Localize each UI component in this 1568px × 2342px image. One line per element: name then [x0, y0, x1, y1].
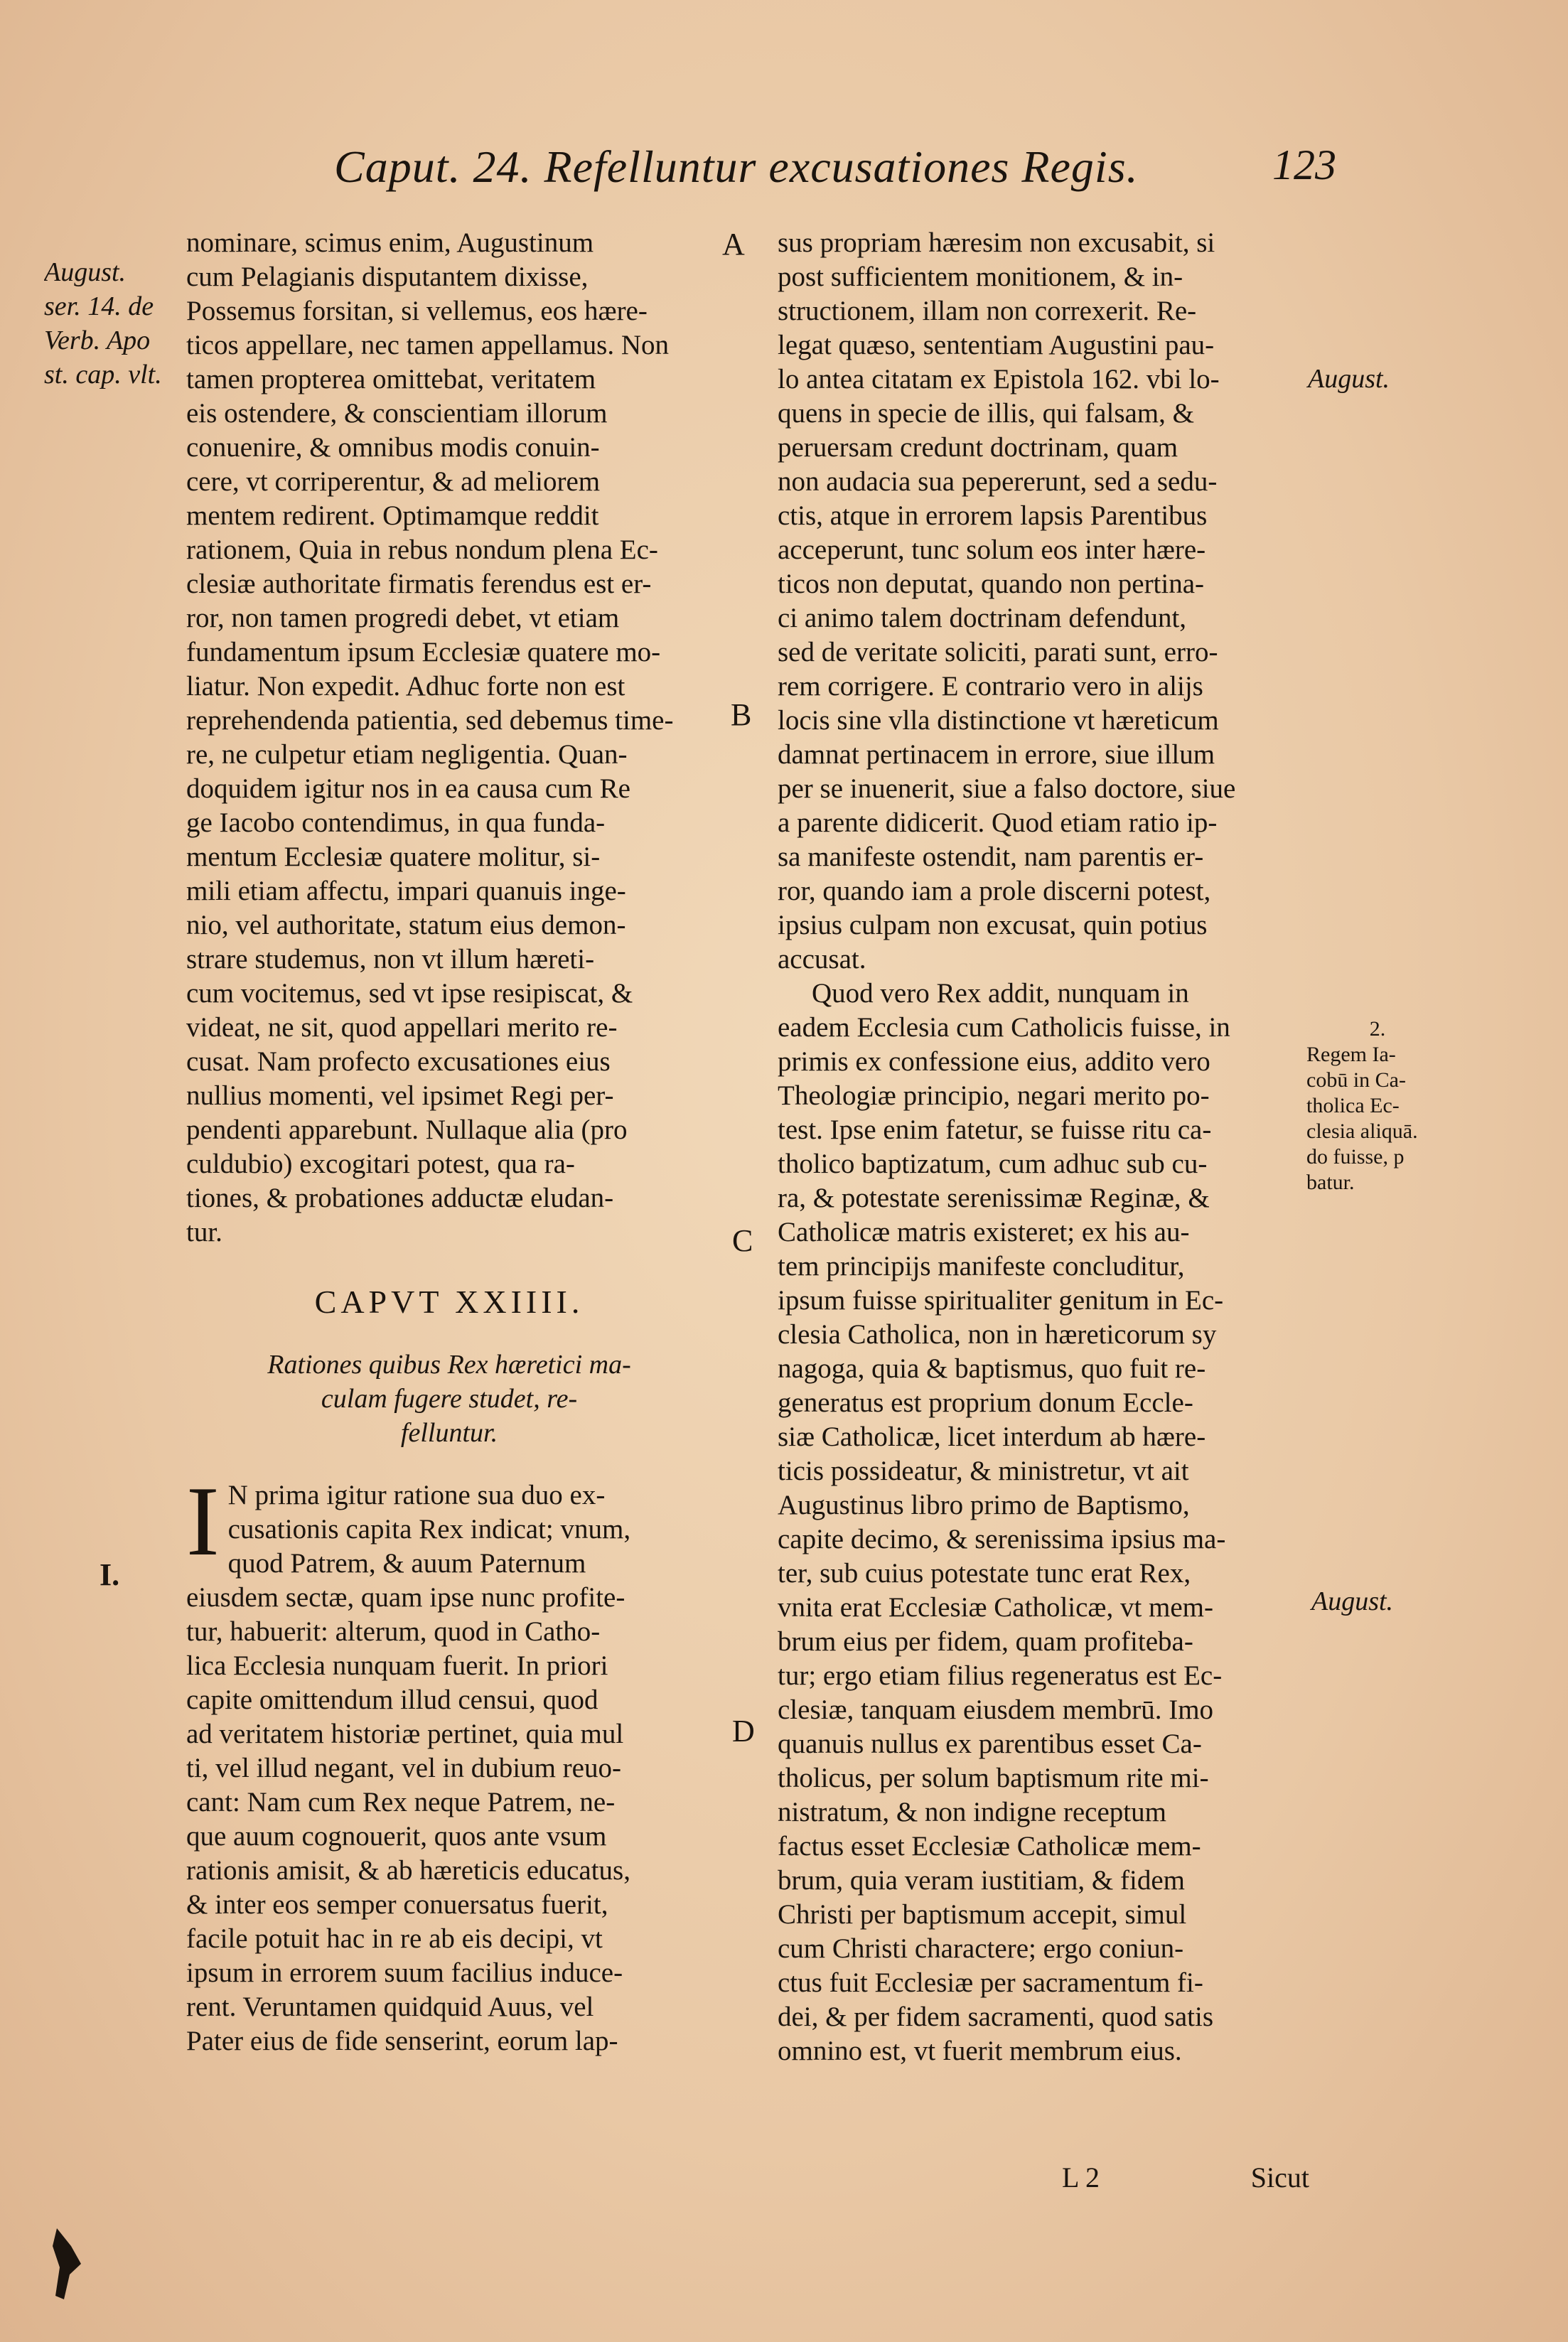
signature-mark: L 2: [1062, 2161, 1100, 2193]
text-line: rent. Veruntamen quidquid Auus, vel: [186, 1992, 594, 2022]
text-line: eadem Ecclesia cum Catholicis fuisse, in: [778, 1012, 1230, 1043]
text-line: ticos appellare, nec tamen appellamus. Non: [186, 330, 669, 360]
left-column: [186, 226, 712, 2058]
right-column-paragraph: [778, 977, 1309, 2068]
margin-note-line: August.: [44, 257, 127, 287]
text-line: reprehendenda patientia, sed debemus time-: [186, 705, 674, 736]
text-line: strare studemus, non vt illum hæreti-: [186, 944, 595, 974]
text-line: factus esset Ecclesiæ Catholicæ mem-: [778, 1831, 1201, 1862]
text-line: culdubio) excogitari potest, qua ra-: [186, 1149, 575, 1179]
section-number-one: I.: [100, 1557, 120, 1592]
text-line: Possemus forsitan, si vellemus, eos hære-: [186, 296, 648, 326]
text-line: Pater eius de fide senserint, eorum lap-: [186, 2026, 618, 2056]
margin-note-line: Verb. Apo: [44, 326, 151, 355]
text-line: Quod vero Rex addit, nunquam in: [812, 978, 1189, 1009]
text-line: ter, sub cuius potestate tunc erat Rex,: [778, 1558, 1191, 1589]
text-line: ci animo talem doctrinam defendunt,: [778, 603, 1187, 633]
text-line: rem corrigere. E contrario vero in alijs: [778, 671, 1203, 702]
text-line: eiusdem sectæ, quam ipse nunc profite-: [186, 1582, 625, 1613]
text-line: cum vocitemus, sed vt ipse resipiscat, &: [186, 978, 633, 1009]
text-line: ticis possideatur, & ministretur, vt ait: [778, 1456, 1189, 1486]
text-line: non audacia sua pepererunt, sed a sedu-: [778, 466, 1218, 497]
text-line: conuenire, & omnibus modis conuin-: [186, 432, 600, 463]
text-line: per se inuenerit, siue a falso doctore, siue: [778, 773, 1236, 804]
text-line: que auum cognouerit, quos ante vsum: [186, 1821, 607, 1852]
text-line: cum Christi charactere; ergo coniun-: [778, 1933, 1184, 1964]
text-line: cusat. Nam profecto excusationes eius: [186, 1046, 611, 1077]
left-column-paragraph: [186, 1466, 712, 2058]
text-line: locis sine vlla distinctione vt hæreticum: [778, 705, 1219, 736]
text-line: capite omittendum illud censui, quod: [186, 1685, 598, 1715]
chapter-body: [186, 1466, 712, 2058]
text-line: primis ex confessione eius, addito vero: [778, 1046, 1210, 1077]
text-line: liatur. Non expedit. Adhuc forte non est: [186, 671, 625, 702]
text-line: ror, non tamen progredi debet, vt etiam: [186, 603, 620, 633]
text-line: ticos non deputat, quando non pertina-: [778, 569, 1205, 599]
text-line: a parente didicerit. Quod etiam ratio ip-: [778, 807, 1218, 838]
text-line: mili etiam affectu, impari quanuis inge-: [186, 876, 626, 906]
text-line: quod Patrem, & auum Paternum: [227, 1548, 586, 1579]
section-letter-b: B: [731, 697, 752, 732]
page-footer: [778, 2161, 1309, 2196]
chapter-heading: CAPVT XXIIII.: [314, 1284, 584, 1320]
text-line: nistratum, & non indigne receptum: [778, 1797, 1166, 1827]
text-line: tamen propterea omittebat, veritatem: [186, 364, 596, 394]
right-margin-note: August.: [1308, 364, 1390, 394]
chapter-subtitle: [186, 1348, 712, 1450]
margin-note-line: tholica Ec-: [1306, 1094, 1400, 1117]
right-margin-note: August.: [1311, 1586, 1394, 1616]
text-line: quanuis nullus ex parentibus esset Ca-: [778, 1729, 1202, 1759]
text-line: siæ Catholicæ, licet interdum ab hære-: [778, 1422, 1206, 1452]
text-line: tiones, & probationes adductæ eludan-: [186, 1183, 614, 1213]
text-line: nominare, scimus enim, Augustinum: [186, 227, 594, 258]
text-line: Catholicæ matris existeret; ex his au-: [778, 1217, 1190, 1247]
text-line: tholico baptizatum, cum adhuc sub cu-: [778, 1149, 1208, 1179]
text-line: accusat.: [778, 944, 866, 974]
margin-note-line: 2.: [1369, 1017, 1386, 1041]
text-line: Christi per baptismum accepit, simul: [778, 1899, 1187, 1930]
text-line: doquidem igitur nos in ea causa cum Re: [186, 773, 630, 804]
subtitle-line: Rationes quibus Rex hæretici ma-: [267, 1350, 631, 1380]
text-line: lica Ecclesia nunquam fuerit. In priori: [186, 1650, 608, 1681]
text-line: quens in specie de illis, qui falsam, &: [778, 398, 1194, 429]
text-line: ror, quando iam a prole discerni potest,: [778, 876, 1211, 906]
margin-note-line: batur.: [1306, 1171, 1355, 1194]
text-line: nullius momenti, vel ipsimet Regi per-: [186, 1080, 614, 1111]
text-line: mentum Ecclesiæ quatere molitur, si-: [186, 842, 601, 872]
text-line: test. Ipse enim fatetur, se fuisse ritu ca-: [778, 1114, 1212, 1145]
margin-note-line: do fuisse, p: [1306, 1145, 1405, 1169]
margin-note-line: st. cap. vlt.: [44, 360, 162, 390]
text-line: cum Pelagianis disputantem dixisse,: [186, 262, 589, 292]
text-line: ipsius culpam non excusat, quin potius: [778, 910, 1208, 940]
text-line: tem principijs manifeste concluditur,: [778, 1251, 1185, 1282]
text-line: nagoga, quia & baptismus, quo fuit re-: [778, 1353, 1206, 1384]
text-line: damnat pertinacem in errore, siue illum: [778, 739, 1215, 770]
margin-note-line: ser. 14. de: [44, 291, 154, 321]
text-line: sa manifeste ostendit, nam parentis er-: [778, 842, 1204, 872]
text-line: cant: Nam cum Rex neque Patrem, ne-: [186, 1787, 616, 1817]
text-line: ti, vel illud negant, vel in dubium reuo-: [186, 1753, 621, 1783]
text-line: rationis amisit, & ab hæreticis educatus,: [186, 1855, 630, 1886]
subtitle-line: culam fugere studet, re-: [321, 1384, 578, 1414]
text-line: peruersam credunt doctrinam, quam: [778, 432, 1178, 463]
page-number: 123: [1272, 141, 1336, 188]
text-line: ctis, atque in errorem lapsis Parentibus: [778, 500, 1208, 531]
subtitle-line: felluntur.: [400, 1418, 498, 1448]
text-line: fundamentum ipsum Ecclesiæ quatere mo-: [186, 637, 661, 667]
text-line: & inter eos semper conuersatus fuerit,: [186, 1889, 608, 1920]
text-line: lo antea citatam ex Epistola 162. vbi lo-: [778, 364, 1220, 394]
ink-blot-icon: [50, 2225, 85, 2303]
text-line: Theologiæ principio, negari merito po-: [778, 1080, 1210, 1111]
running-header: [334, 141, 1336, 198]
text-line: clesiæ, tanquam eiusdem membrū. Imo: [778, 1694, 1214, 1725]
text-line: tur, habuerit: alterum, quod in Catho-: [186, 1616, 601, 1647]
text-line: sed de veritate soliciti, parati sunt, erro-: [778, 637, 1218, 667]
right-column: [778, 226, 1309, 2068]
section-letter-d: D: [732, 1714, 755, 1749]
text-line: ipsum fuisse spiritualiter genitum in Ec-: [778, 1285, 1224, 1316]
running-title: Caput. 24. Refelluntur excusationes Regis.: [334, 141, 1139, 192]
text-line: facile potuit hac in re ab eis decipi, vt: [186, 1923, 603, 1954]
text-line: Augustinus libro primo de Baptismo,: [778, 1490, 1190, 1520]
text-line: clesiæ authoritate firmatis ferendus est er-: [186, 569, 652, 599]
margin-note-line: Regem Ia-: [1306, 1043, 1396, 1066]
right-margin-note-block: [1306, 1016, 1449, 1196]
text-line: cusationis capita Rex indicat; vnum,: [227, 1514, 631, 1545]
text-line: brum, quia veram iustitiam, & fidem: [778, 1865, 1185, 1896]
text-line: vnita erat Ecclesiæ Catholicæ, vt mem-: [778, 1592, 1213, 1623]
text-line: tholicus, per solum baptismum rite mi-: [778, 1763, 1209, 1793]
section-letter-a: A: [722, 227, 745, 262]
right-column-paragraph: [778, 226, 1309, 977]
text-line: rationem, Quia in rebus nondum plena Ec-: [186, 535, 658, 565]
text-line: eis ostendere, & conscientiam illorum: [186, 398, 608, 429]
text-line: post sufficientem monitionem, & in-: [778, 262, 1183, 292]
text-line: legat quæso, sententiam Augustini pau-: [778, 330, 1215, 360]
margin-note-line: cobū in Ca-: [1306, 1068, 1406, 1092]
text-line: acceperunt, tunc solum eos inter hære-: [778, 535, 1206, 565]
text-line: ad veritatem historiæ pertinet, quia mul: [186, 1719, 624, 1749]
text-line: nio, vel authoritate, statum eius demon-: [186, 910, 626, 940]
text-line: N prima igitur ratione sua duo ex-: [227, 1480, 606, 1510]
text-line: brum eius per fidem, quam profiteba-: [778, 1626, 1193, 1657]
left-margin-note: [44, 256, 186, 392]
text-line: generatus est proprium donum Eccle-: [778, 1387, 1193, 1418]
text-line: tur.: [186, 1217, 222, 1247]
text-line: ctus fuit Ecclesiæ per sacramentum fi-: [778, 1967, 1203, 1998]
text-line: clesia Catholica, non in hæreticorum sy: [778, 1319, 1217, 1350]
text-line: pendenti apparebunt. Nullaque alia (pro: [186, 1114, 628, 1145]
text-line: ra, & potestate serenissimæ Reginæ, &: [778, 1183, 1210, 1213]
text-line: structionem, illam non correxerit. Re-: [778, 296, 1197, 326]
text-line: tur; ergo etiam filius regeneratus est Ec-: [778, 1660, 1223, 1691]
drop-cap-initial: I: [186, 1466, 220, 1576]
left-column-paragraph: [186, 226, 712, 1250]
text-line: ipsum in errorem suum facilius induce-: [186, 1957, 623, 1988]
text-line: sus propriam hæresim non excusabit, si: [778, 227, 1215, 258]
text-line: re, ne culpetur etiam negligentia. Quan-: [186, 739, 628, 770]
text-line: cere, vt corriperentur, & ad meliorem: [186, 466, 601, 497]
text-line: ge Iacobo contendimus, in qua funda-: [186, 807, 606, 838]
text-line: capite decimo, & serenissima ipsius ma-: [778, 1524, 1226, 1554]
text-line: dei, & per fidem sacramenti, quod satis: [778, 2002, 1213, 2032]
text-line: mentem redirent. Optimamque reddit: [186, 500, 599, 531]
margin-note-line: clesia aliquā.: [1306, 1119, 1418, 1143]
text-line: videat, ne sit, quod appellari merito re-: [186, 1012, 618, 1043]
catchword: Sicut: [1250, 2161, 1309, 2193]
text-line: omnino est, vt fuerit membrum eius.: [778, 2036, 1182, 2066]
section-letter-c: C: [732, 1223, 753, 1258]
